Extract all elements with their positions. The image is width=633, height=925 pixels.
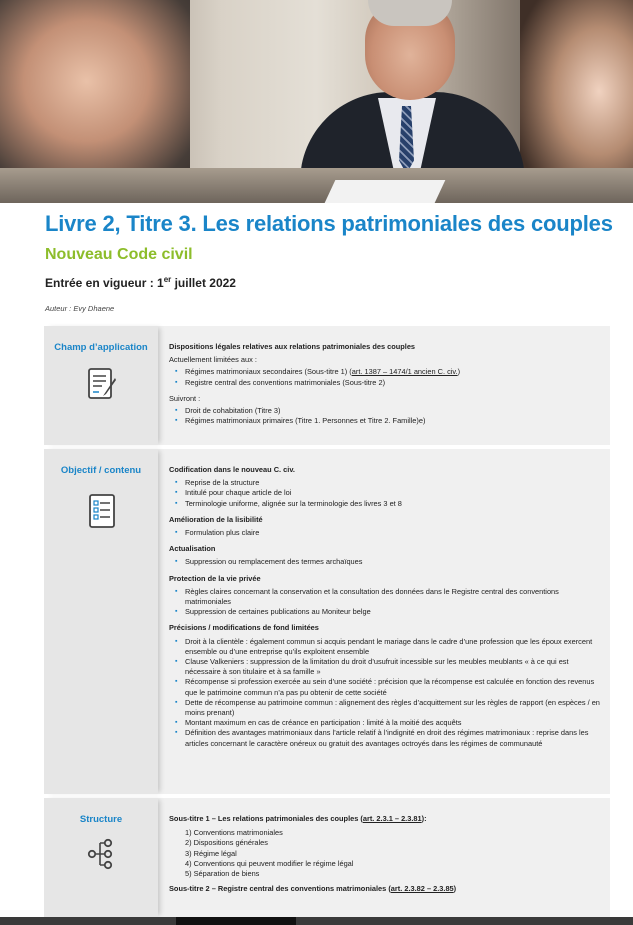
bottom-scrollbar[interactable] [0,917,633,925]
structure-subtitle-2-text: Sous-titre 2 – Registre central des conventions matrimoniales ( [169,884,391,894]
section-label: Objectif / contenu [60,465,142,476]
structure-subtitle-2 [169,884,600,894]
list-item: 5) Séparation de biens [185,869,260,879]
list-item: ▪ Registre central des conventions matrimoniales (Sous-titre 2) [185,378,600,388]
bullet-list [169,478,600,509]
section-content [169,814,600,897]
hero-photo [0,0,633,203]
section-label: Structure [79,814,123,825]
page-subtitle: Nouveau Code civil [45,246,193,263]
list-item: 2) Dispositions générales [185,838,268,848]
section-intro: Actuellement limitées aux : [169,355,257,365]
section-label: Champ d’application [54,342,148,353]
effective-date-prefix: Entrée en vigueur : 1 [45,276,164,290]
article-reference: art. 1387 – 1474/1 ancien C. civ. [351,367,458,377]
list-item: ▪ Montant maximum en cas de créance en participation : limité à la moitié des acquêts [185,718,600,728]
list-item: ▪ Terminologie uniforme, alignée sur la terminologie des livres 3 et 8 [185,499,600,509]
item-text: Régimes matrimoniaux secondaires (Sous-titre 1) ( [185,367,352,377]
list-item: ▪ Formulation plus claire [185,528,600,538]
hero-paper [325,180,446,203]
bullet-list [169,587,600,618]
list-item: 3) Régime légal [185,848,237,858]
list-item: 4) Conventions qui peuvent modifier le régime légal [185,858,354,868]
article-reference: art. 2.3.82 – 2.3.85 [390,884,454,894]
bullet-list [169,557,600,567]
list-item: ▪ Régimes matrimoniaux primaires (Titre 1. Personnes et Titre 2. Famille)e) [185,416,600,426]
list-item: ▪ Règles claires concernant la conservation et la consultation des données dans le Registre central des conventions matrimoniales [185,587,600,607]
scrollbar-thumb[interactable] [176,917,296,925]
group-heading: Amélioration de la lisibilité [169,514,263,524]
group-heading: Codification dans le nouveau C. civ. [169,465,295,474]
group-heading: Actualisation [169,544,216,554]
hero-desk [0,168,633,203]
bullet-list [169,528,600,538]
section-structure [44,798,610,917]
section-content [169,342,600,432]
article-reference: art. 2.3.1 – 2.3.81 [362,814,422,823]
list-item: ▪ Intitulé pour chaque article de loi [185,488,600,498]
checklist-icon [86,493,118,529]
section-follow: Suivront : [169,393,201,403]
section-heading: Dispositions légales relatives aux relations patrimoniales des couples [169,342,416,351]
document-pen-icon [86,366,118,402]
structure-subtitle-1-text: Sous-titre 1 – Les relations patrimoniales des couples ( [169,814,363,823]
effective-date-suffix: juillet 2022 [171,276,236,290]
list-item: 1) Conventions matrimoniales [185,828,283,838]
bullet-list [169,637,600,749]
list-item: ▪ Suppression de certaines publications au Moniteur belge [185,607,600,617]
effective-date [45,275,236,290]
list-item: ▪ Droit de cohabitation (Titre 3) [185,406,600,416]
section-objectif-contenu [44,449,610,794]
hierarchy-icon [86,836,118,872]
author-line: Auteur : Evy Dhaene [45,304,115,313]
group-heading: Précisions / modifications de fond limitées [169,623,319,633]
structure-subtitle-1 [169,814,600,824]
numbered-list [169,828,600,879]
page-title: Livre 2, Titre 3. Les relations patrimoniales des couples [45,211,613,236]
list-item: ▪ Définition des avantages matrimoniaux dans l’article relatif à l’indignité en droit des régimes matrimoniaux : reprise dans les articles concernant le caractère onéreux ou gratuit des avantages octroyés dans les régimes de communauté [185,728,600,748]
item-tail: ) [457,367,461,377]
group-heading: Protection de la vie privée [169,573,261,583]
list-item: ▪ Récompense si profession exercée au sein d’une société : précision que la récompense est calculée en fonction des revenus que le patrimoine commun n’a pas pu obtenir de cette société [185,677,600,697]
section-content [169,465,600,755]
bullet-list [169,367,600,387]
list-item [185,367,600,377]
list-item: ▪ Reprise de la structure [185,478,600,488]
list-item: ▪ Suppression ou remplacement des termes archaïques [185,557,600,567]
structure-subtitle-1-tail: ): [421,814,427,823]
structure-subtitle-2-tail: ) [453,884,457,894]
list-item: ▪ Clause Valkeniers : suppression de la limitation du droit d’usufruit incessible sur les meubles meublants « à ce qui est nécessaire à son titulaire et à sa famille » [185,657,600,677]
section-champ-application [44,326,610,445]
hero-man-hair [368,0,452,26]
bullet-list [169,406,600,426]
effective-date-sup: er [163,275,172,284]
list-item: ▪ Dette de récompense au patrimoine commun : alignement des règles d’acquittement sur les règles de rapport (en espèces / en moins prenant) [185,698,600,718]
list-item: ▪ Droit à la clientèle : également commun si acquis pendant le mariage dans le cadre d’une profession que les époux exercent ensemble ou d’une entreprise qu’ils exploitent ensemble [185,637,600,657]
